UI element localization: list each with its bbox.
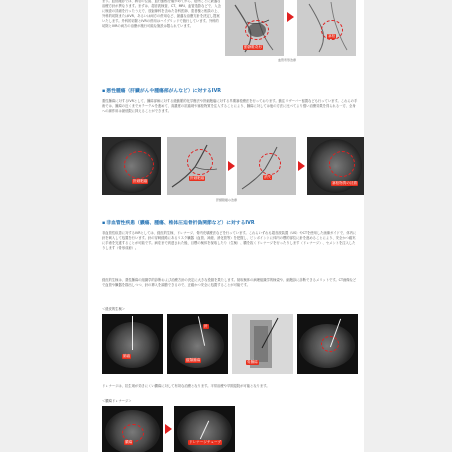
section2-heading: [102, 221, 362, 227]
hcc-after-angio-image: [237, 137, 296, 195]
biopsy-image-2: [167, 314, 228, 374]
lesion-marker: [245, 20, 269, 40]
drainage-paragraph: ドレナージは、抗生剤が効きにくい膿瘍に対して有効な治療となります。平常治療や早期退院が可能となります。: [102, 384, 270, 388]
hcc-label-2: 肝細胞癌: [190, 176, 205, 181]
hcc-ct-image-1: [102, 137, 161, 195]
arrow-right-icon: [165, 424, 172, 434]
tumor-marker: [321, 336, 339, 352]
biopsy-label-3: 縦隔腫瘍: [186, 358, 201, 363]
section2-heading-text: 非血管性疾患（膿瘍、腫瘍、椎体圧迫骨折偽関節など）に対するIVR: [106, 221, 255, 226]
arrow-right-icon: [228, 161, 235, 171]
section2-paragraph-2: 経皮的生検は、悪性腫瘍の組織学的診断および治療方針の決定に大きな役割を果たします。採取検体の病理組織学的検索や、細胞診に診断できるメリットです。CT画像などで血管や臓器を描出しつつ、針の挿入を調節できるので、正確かつ安全に処置することが可能です。: [102, 278, 357, 287]
drainage-image-2: [174, 406, 235, 452]
article-page: [88, 0, 364, 452]
tumor-marker: [187, 149, 213, 175]
bone-pattern-icon: [232, 314, 293, 374]
biopsy-label-1: 肺癌: [123, 354, 131, 359]
section1-heading: [102, 89, 362, 95]
biopsy-image-1: [102, 314, 163, 374]
resolved-marker: [259, 153, 281, 175]
label-after: 塞栓: [328, 34, 336, 39]
arrow-right-icon: [287, 12, 294, 22]
drainage-title: ＜膿瘍ドレナージ＞: [102, 399, 132, 403]
drainage-image-1: [102, 406, 163, 452]
hcc-label-1: 肝細胞癌: [133, 179, 148, 184]
biopsy-label-2: 針: [204, 324, 208, 329]
biopsy-label-4: 骨腫瘍: [247, 360, 258, 365]
bullet-icon: ▪: [102, 89, 106, 94]
section1-caption: 肝細胞癌の治療: [216, 198, 238, 202]
hcc-angio-image: [167, 137, 226, 195]
needle-icon: [132, 316, 133, 350]
biopsy-image-3: [232, 314, 293, 374]
label-before: 動静脈奇形: [244, 45, 262, 50]
hcc-label-4: 塞栓物質の沈着: [332, 181, 358, 186]
drainage-label-1: 膿瘍: [125, 440, 133, 445]
drainage-label-2: ドレナージチューブ: [189, 440, 221, 445]
hcc-ct-image-2: [307, 137, 364, 195]
section1-heading-text: 悪性腫瘍（肝臓がんや腫瘍部がんなど）に対するIVR: [106, 89, 221, 94]
intro-caption: 血管奇形治療: [278, 58, 297, 62]
angiography-before-image: [225, 0, 284, 56]
tumor-marker: [124, 151, 154, 179]
section1-paragraph: 悪性腫瘍に対するIVRとして、腫瘍部病に対する経動脈的化学療法や肝細胞癌に対する早期塞栓療法を行っております。動注リザーバー留置なども行っています。これらの手術では、腫瘍の近くまでカテーテルを進めて、高濃度の抗癌剤や塞栓物質を注入することにより、腫瘍に対しては他の方法に比べてより強い治療効果を得られる一方、全身への副作用は最低限に抑えることができます。: [102, 99, 358, 113]
arrow-right-icon: [298, 161, 305, 171]
section2-paragraph: 非血管性疾患に対するIVRとしては、経皮的生検、ドレナージ、骨内充填療法などを行っています。これらいずれも超音波装置（US）やCTを使用した画像ガイドで、体内に針を刺入して処置を行います。針の穿刺経路にあるリスク臓器（血管、神経、消化管等）を把握し、ピンポイントに体内の標的部位に針を進めることにより、安全かつ確実に手術を完遂することが可能です。病変まで到達された後、目標の検体を採取したり（生検）、膿を抜くドレナージを行ったりします（ドレナージ）、セメントを注入したりします（骨形成術）。: [102, 231, 357, 250]
angiography-after-image: [297, 0, 356, 56]
biopsy-image-4: [297, 314, 358, 374]
hcc-label-3: 消失: [264, 175, 272, 180]
bullet-icon: ▪: [102, 221, 106, 226]
intro-paragraph: ます。血管撮影では、病変の位置、血行動態を確かめてから、症例ごとに最適な治療方針が異なります。まずは、超音波検査、CT、MRI、血管造影などで、入念に検査の詳細を行ったうえで、放射線科を含めた各科医師、患者様と相談の上、外科的切除またはIVR、あるいは両方の併用など、最適な治療方針を決定し提案いたします。外科的切除とIVRの併用はハイブリッドで施行しています。外科的切除とIVRの両方の治療が施行可能な施設は限られています。: [102, 0, 221, 28]
deposit-marker: [329, 151, 355, 177]
biopsy-title: ＜経皮的生検＞: [102, 307, 126, 311]
